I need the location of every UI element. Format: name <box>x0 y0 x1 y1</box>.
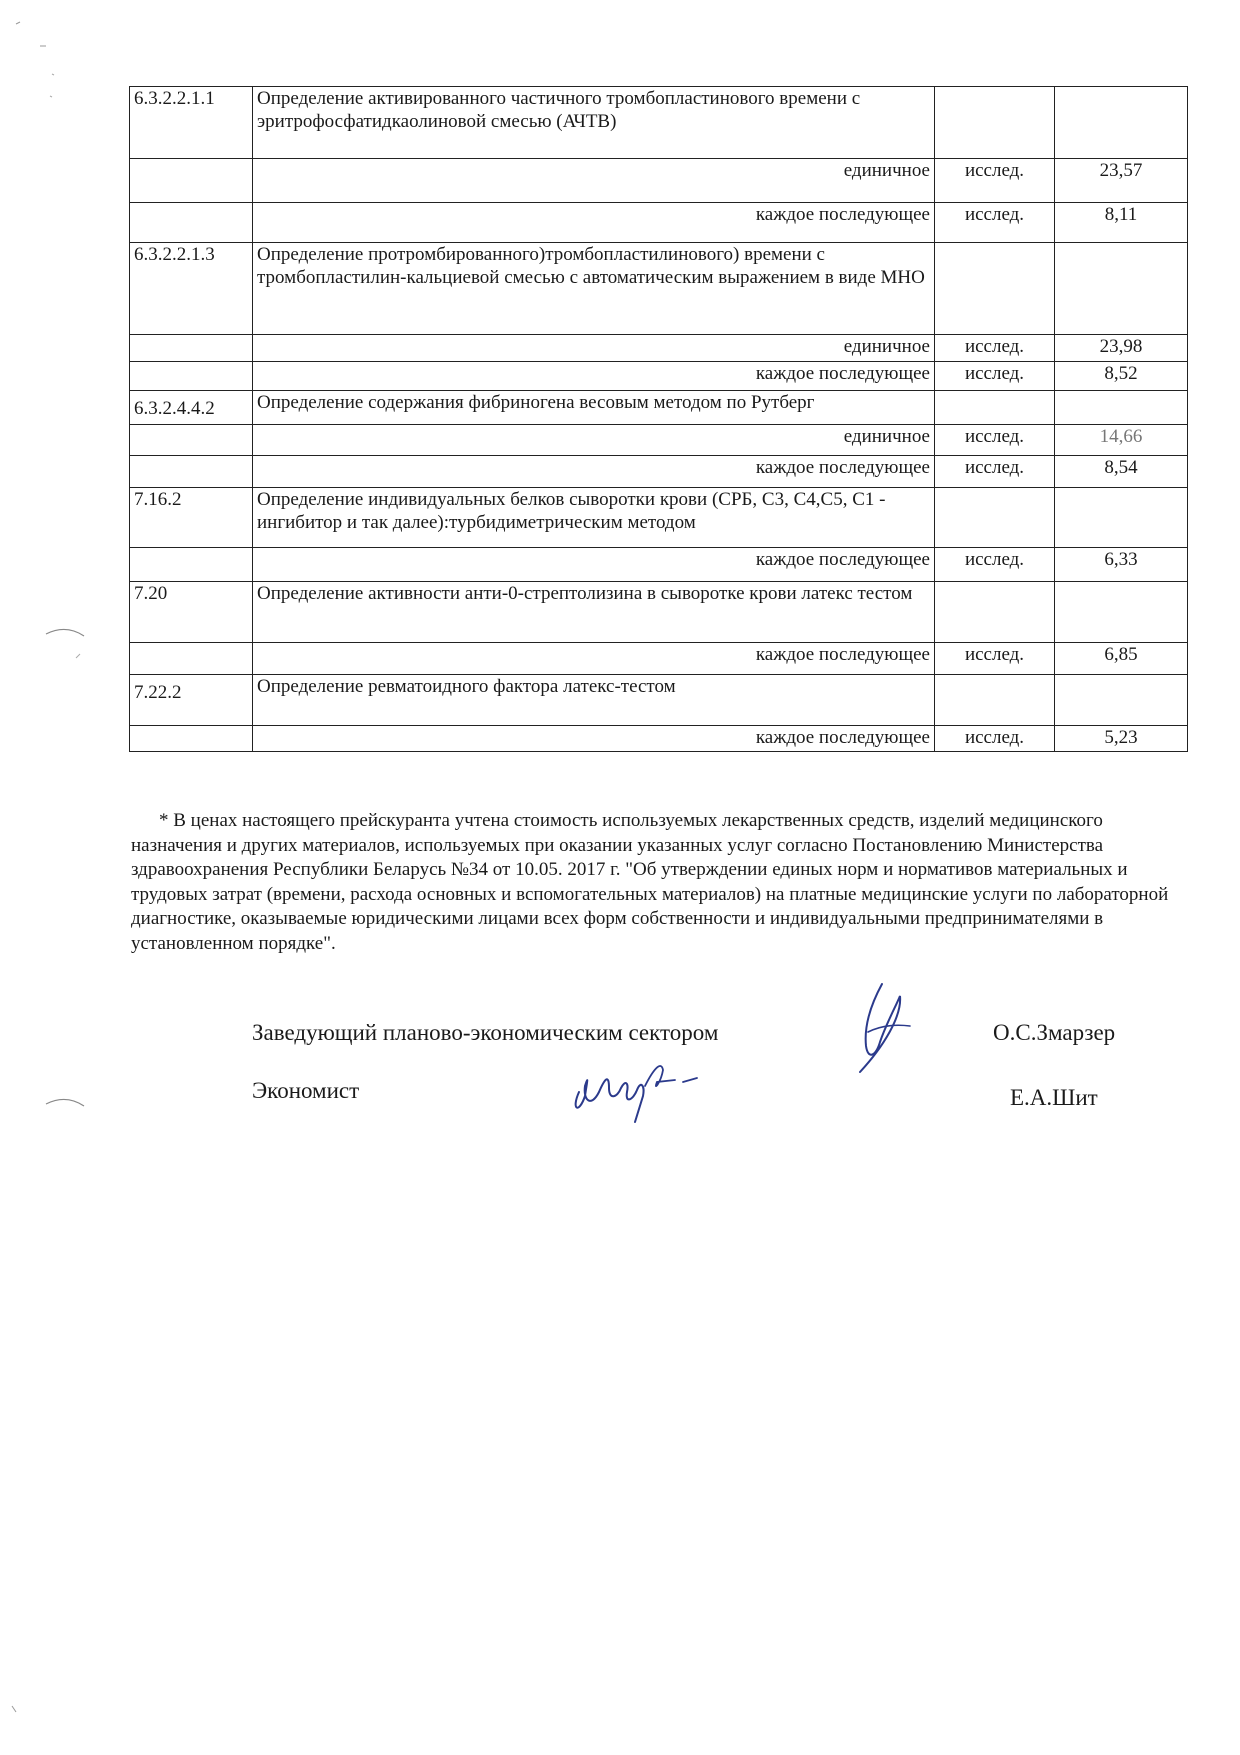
table-row <box>130 726 1188 752</box>
code-cell <box>130 335 253 362</box>
economist-position: Экономист <box>252 1078 360 1103</box>
unit-label: исслед. <box>935 643 1055 675</box>
footnote: * В ценах настоящего прейскуранта учтена стоимость используемых лекарственных средств, изделий медицинского назначения и других материалов, используемых при оказании указанных услуг согласно Постановлению Министерства здравоохранения Республики Беларусь №34 от 10.05. 2017 г. "Об утверждении единых норм и нормативов материальных и трудовых затрат (времени, расхода основных и вспомогательных материалов) на платные медицинские услуги по лабораторной диагностике, оказываемые юридическими лицами всех форм собственности и индивидуальными предпринимателями в установленном порядке". <box>131 810 1169 954</box>
service-variant: единичное <box>253 425 935 456</box>
service-name: Определение содержания фибриногена весовым методом по Рутберг <box>253 391 935 425</box>
code-cell <box>130 362 253 391</box>
price-value: 5,23 <box>1055 726 1188 752</box>
price-cell <box>1055 391 1188 425</box>
code-cell <box>130 456 253 488</box>
unit-cell <box>935 675 1055 726</box>
unit-cell <box>935 87 1055 159</box>
table-row <box>130 582 1188 643</box>
scan-artifact-marks <box>0 0 100 1755</box>
unit-label: исслед. <box>935 425 1055 456</box>
service-variant: каждое последующее <box>253 548 935 582</box>
code-cell <box>130 643 253 675</box>
service-code: 7.20 <box>130 582 253 643</box>
price-cell <box>1055 87 1188 159</box>
service-variant: каждое последующее <box>253 203 935 243</box>
unit-label: исслед. <box>935 159 1055 203</box>
service-variant: каждое последующее <box>253 362 935 391</box>
service-name: Определение ревматоидного фактора латекс-тестом <box>253 675 935 726</box>
price-table <box>129 86 1188 752</box>
unit-label: исслед. <box>935 203 1055 243</box>
service-name: Определение активированного частичного тромбопластинового времени с эритрофосфатидкаолиновой смесью (АЧТВ) <box>253 87 935 159</box>
table-row <box>130 362 1188 391</box>
code-cell <box>130 425 253 456</box>
price-value: 8,52 <box>1055 362 1188 391</box>
head-name: О.С.Змарзер <box>993 1020 1116 1045</box>
table-row <box>130 335 1188 362</box>
table-row <box>130 203 1188 243</box>
head-position: Заведующий планово-экономическим сектором <box>252 1020 719 1045</box>
table-row <box>130 456 1188 488</box>
code-cell <box>130 203 253 243</box>
table-row <box>130 159 1188 203</box>
economist-signature <box>565 1052 705 1132</box>
service-variant: единичное <box>253 159 935 203</box>
unit-label: исслед. <box>935 335 1055 362</box>
price-cell <box>1055 243 1188 335</box>
table-row <box>130 87 1188 159</box>
unit-cell <box>935 391 1055 425</box>
unit-label: исслед. <box>935 726 1055 752</box>
code-cell <box>130 548 253 582</box>
price-value: 6,33 <box>1055 548 1188 582</box>
price-value: 8,11 <box>1055 203 1188 243</box>
unit-cell <box>935 488 1055 548</box>
table-row <box>130 548 1188 582</box>
service-code: 6.3.2.2.1.3 <box>130 243 253 335</box>
service-code: 6.3.2.4.4.2 <box>130 391 253 425</box>
price-value: 6,85 <box>1055 643 1188 675</box>
unit-cell <box>935 243 1055 335</box>
service-code: 7.22.2 <box>130 675 253 726</box>
service-code: 6.3.2.2.1.1 <box>130 87 253 159</box>
unit-label: исслед. <box>935 548 1055 582</box>
price-value: 23,57 <box>1055 159 1188 203</box>
table-row <box>130 488 1188 548</box>
service-variant: каждое последующее <box>253 726 935 752</box>
code-cell <box>130 159 253 203</box>
service-variant: каждое последующее <box>253 456 935 488</box>
price-value: 8,54 <box>1055 456 1188 488</box>
price-cell <box>1055 488 1188 548</box>
service-name: Определение протромбированного)тромбопластилинового) времени с тромбопластилин-кальциевой смесью с автоматическим выражением в виде МНО <box>253 243 935 335</box>
service-name: Определение активности анти-0-стрептолизина в сыворотке крови латекс тестом <box>253 582 935 643</box>
unit-cell <box>935 582 1055 643</box>
unit-label: исслед. <box>935 456 1055 488</box>
price-value: 14,66 <box>1055 425 1188 456</box>
price-cell <box>1055 675 1188 726</box>
head-signature <box>840 976 920 1086</box>
table-row <box>130 675 1188 726</box>
table-row <box>130 243 1188 335</box>
unit-label: исслед. <box>935 362 1055 391</box>
code-cell <box>130 726 253 752</box>
service-code: 7.16.2 <box>130 488 253 548</box>
economist-name: Е.А.Шит <box>1010 1085 1098 1110</box>
service-variant: единичное <box>253 335 935 362</box>
table-row <box>130 391 1188 425</box>
service-variant: каждое последующее <box>253 643 935 675</box>
price-value: 23,98 <box>1055 335 1188 362</box>
service-name: Определение индивидуальных белков сыворотки крови (СРБ, С3, С4,С5, С1 - ингибитор и так далее):турбидиметрическим методом <box>253 488 935 548</box>
table-row <box>130 643 1188 675</box>
table-row <box>130 425 1188 456</box>
price-cell <box>1055 582 1188 643</box>
